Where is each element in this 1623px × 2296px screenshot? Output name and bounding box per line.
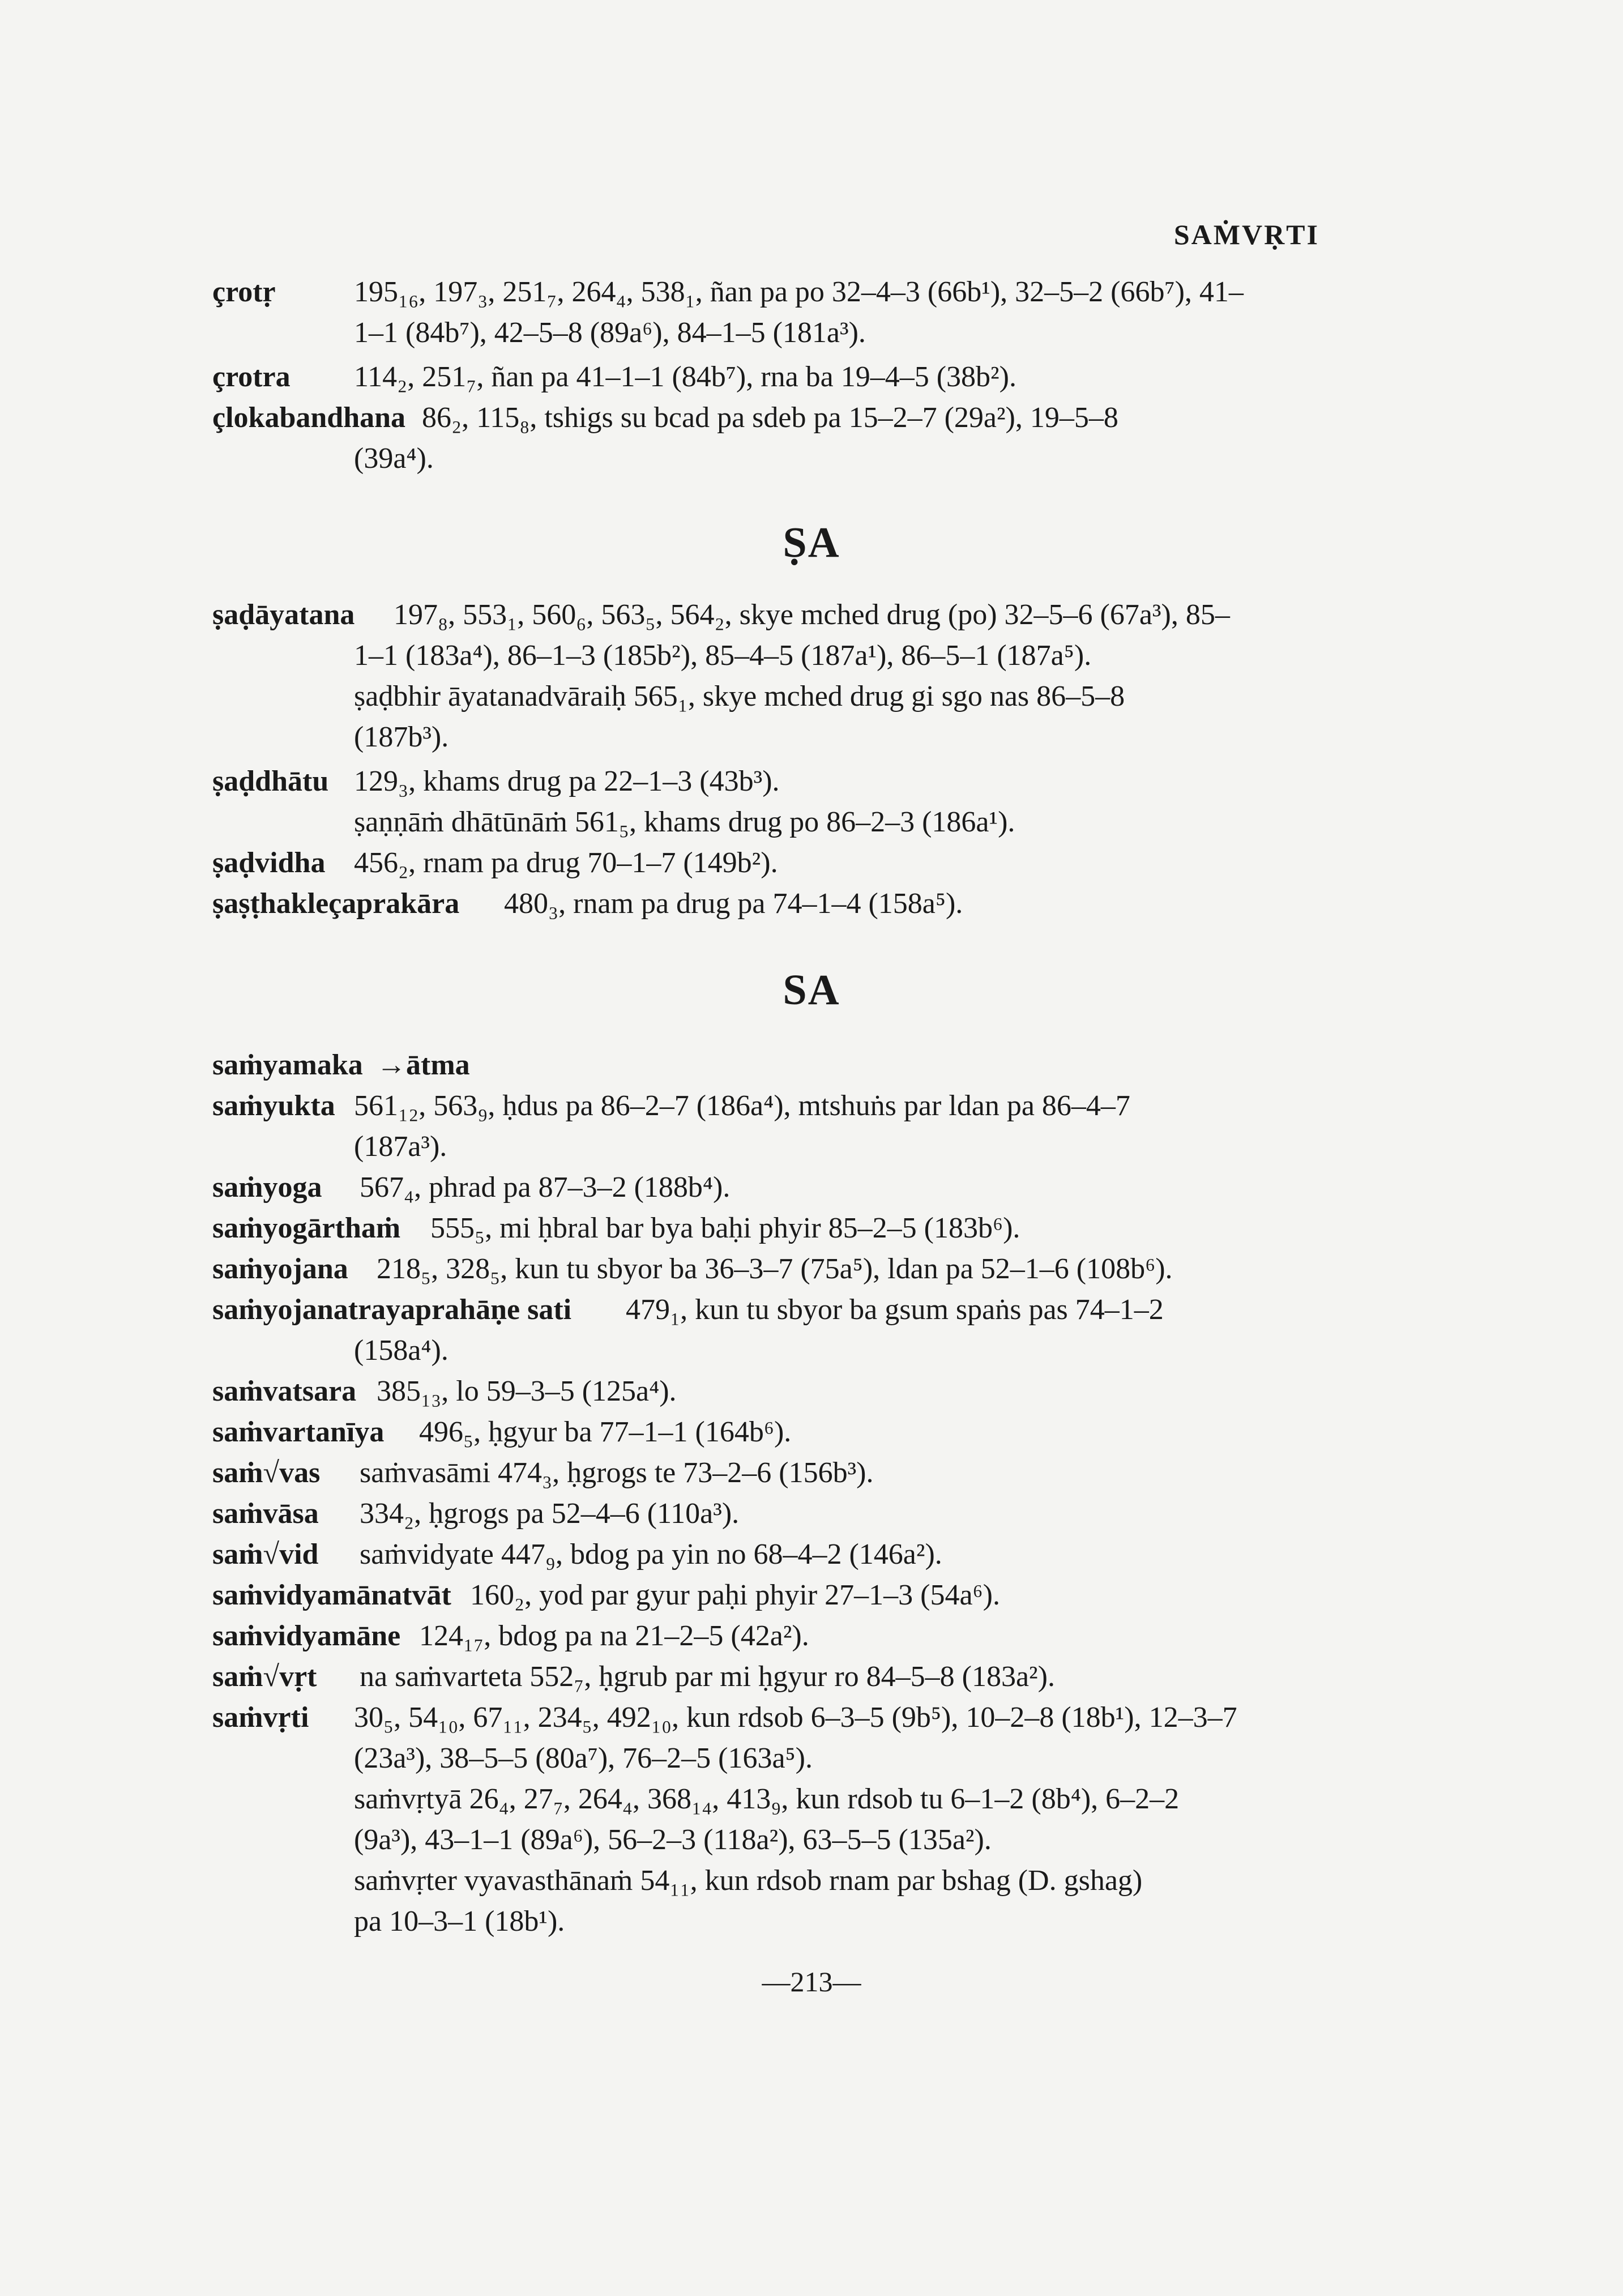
entry-text: 129₃, khams drug pa 22–1–3 (43b³). [354,765,780,797]
headword: çrotra [212,361,291,393]
headword: saṁyoga [212,1171,322,1204]
entry-continuation: (23a³), 38–5–5 (80a⁷), 76–2–5 (163a⁵). [354,1742,813,1774]
headword: saṁ√vid [212,1538,319,1571]
entry-continuation: (187a³). [354,1130,447,1163]
entry-text: 561₁₂, 563₉, ḥdus pa 86–2–7 (186a⁴), mtshuṅs par ldan pa 86–4–7 [354,1090,1130,1122]
entry-text: 456₂, rnam pa drug 70–1–7 (149b²). [354,847,778,879]
entry-saddhatu [212,761,1322,802]
headword: çrotṛ [212,276,276,308]
headword: ṣaḍdhātu [212,765,329,797]
entry-continuation: (9a³), 43–1–1 (89a⁶), 56–2–3 (118a²), 63–5–5 (135a²). [354,1824,992,1856]
entry-samyoga [212,1167,1322,1208]
entry-sadvidha [212,843,1322,884]
entry-text: na saṁvarteta 552₇, ḥgrub par mi ḥgyur ro 84–5–8 (183a²). [360,1661,1055,1693]
entry-sam-vid [212,1534,1322,1575]
cross-reference: →ātma [377,1049,470,1081]
entry-continuation: 1–1 (183a⁴), 86–1–3 (185b²), 85–4–5 (187a¹), 86–5–1 (187a⁵). [354,639,1092,672]
section-sha [212,595,1322,924]
entry-clokabandhana [212,398,1322,479]
entry-samvatsara [212,1371,1322,1412]
headword: saṁvidyamānatvāt [212,1579,451,1611]
entry-text: 114₂, 251₇, ñan pa 41–1–1 (84b⁷), rna ba 19–4–5 (38b²). [354,361,1016,393]
entry-text: 567₄, phrad pa 87–3–2 (188b⁴). [360,1171,731,1204]
entry-text: saṁvṛtyā 26₄, 27₇, 264₄, 368₁₄, 413₉, kun rdsob tu 6–1–2 (8b⁴), 6–2–2 [354,1783,1180,1815]
entry-sam-vrt [212,1657,1322,1697]
entry-samyukta [212,1086,1322,1167]
entry-samvrti [212,1697,1322,1779]
entry-text: 218₅, 328₅, kun tu sbyor ba 36–3–7 (75a⁵), ldan pa 52–1–6 (108b⁶). [377,1253,1173,1285]
entry-continuation: (158a⁴). [354,1334,449,1367]
headword: saṁvāsa [212,1497,319,1530]
entry-text: 86₂, 115₈, tshigs su bcad pa sdeb pa 15–2–7 (29a²), 19–5–8 [422,402,1118,434]
entry-samyojana [212,1249,1322,1290]
headword: ṣaḍāyatana [212,599,355,631]
entry-text: saṁvasāmi 474₃, ḥgrogs te 73–2–6 (156b³). [360,1457,874,1489]
headword: saṁyukta [212,1090,335,1122]
entry-text: 555₅, mi ḥbral bar bya baḥi phyir 85–2–5 (183b⁶). [430,1212,1020,1244]
entry-text: ṣaḍbhir āyatanadvāraiḥ 565₁, skye mched drug gi sgo nas 86–5–8 [354,680,1125,712]
entry-text: ṣaṇṇāṁ dhātūnāṁ 561₅, khams drug po 86–2–3 (186a¹). [354,806,1015,838]
entry-samyamaka [212,1045,1322,1086]
headword: saṁyogārthaṁ [212,1212,401,1244]
headword: saṁyojanatrayaprahāṇe sati [212,1294,572,1326]
section-continuation [212,272,1322,479]
entry-text: saṁvṛter vyavasthānaṁ 54₁₁, kun rdsob rnam par bshag (D. gshag) [354,1864,1143,1897]
subentry-sadbhir [212,676,1322,758]
entry-samvidyamanatvat [212,1575,1322,1616]
entry-text: 30₅, 54₁₀, 67₁₁, 234₅, 492₁₀, kun rdsob 6–3–5 (9b⁵), 10–2–8 (18b¹), 12–3–7 [354,1701,1237,1734]
entry-crotr [212,272,1322,353]
entry-samvidyamane [212,1616,1322,1657]
subentry-samvrtya [212,1779,1322,1860]
entry-text: 334₂, ḥgrogs pa 52–4–6 (110a³). [360,1497,740,1530]
headword: saṁvatsara [212,1375,357,1407]
section-title-sha: ṢA [783,519,840,566]
entry-continuation: 1–1 (84b⁷), 42–5–8 (89a⁶), 84–1–5 (181a³). [354,317,866,349]
entry-samvartaniya [212,1412,1322,1453]
section-title-sa: SA [783,966,840,1014]
headword: saṁyojana [212,1253,348,1285]
entry-samyogartham [212,1208,1322,1249]
headword: saṁvṛti [212,1701,309,1734]
running-head: SAṀVṚTI [1173,219,1319,250]
entry-samvasa [212,1493,1322,1534]
entry-text: 385₁₃, lo 59–3–5 (125a⁴). [377,1375,677,1407]
headword: ṣaṣṭhakleçaprakāra [212,887,460,920]
headword: saṁyamaka [212,1049,363,1081]
entry-text: 160₂, yod par gyur paḥi phyir 27–1–3 (54a⁶). [470,1579,1000,1611]
entry-continuation: (39a⁴). [354,442,434,475]
headword: çlokabandhana [212,402,406,434]
entry-continuation: (187b³). [354,721,449,753]
headword: ṣaḍvidha [212,847,326,879]
headword: saṁ√vṛt [212,1661,317,1693]
entry-crotra [212,357,1322,398]
entry-sam-vas [212,1453,1322,1493]
entry-samyojanatraya [212,1290,1322,1371]
entry-text: 496₅, ḥgyur ba 77–1–1 (164b⁶). [419,1416,792,1448]
entry-sadayatana [212,595,1322,676]
headword: saṁvidyamāne [212,1620,401,1652]
subentry-sannam [212,802,1322,843]
entry-text: saṁvidyate 447₉, bdog pa yin no 68–4–2 (146a²). [360,1538,942,1571]
section-sa [212,1045,1322,1942]
entry-continuation: pa 10–3–1 (18b¹). [354,1905,565,1937]
entry-text: 197₈, 553₁, 560₆, 563₅, 564₂, skye mched drug (po) 32–5–6 (67a³), 85– [394,599,1230,631]
page-number: —213— [762,1966,861,1998]
entry-sasthaklecaprakara [212,884,1322,924]
headword: saṁvartanīya [212,1416,385,1448]
headword: saṁ√vas [212,1457,321,1489]
entry-text: 480₃, rnam pa drug pa 74–1–4 (158a⁵). [504,887,963,920]
entry-text: 124₁₇, bdog pa na 21–2–5 (42a²). [419,1620,809,1652]
subentry-samvrter [212,1860,1322,1942]
entry-text: 479₁, kun tu sbyor ba gsum spaṅs pas 74–1–2 [626,1294,1164,1326]
entry-text: 195₁₆, 197₃, 251₇, 264₄, 538₁, ñan pa po 32–4–3 (66b¹), 32–5–2 (66b⁷), 41– [354,276,1244,308]
